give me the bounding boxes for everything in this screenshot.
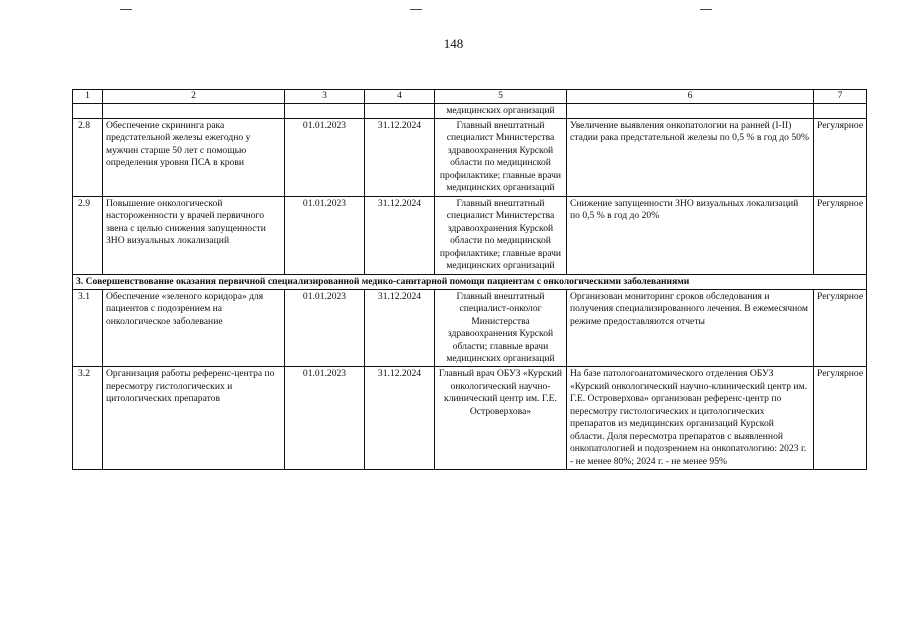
- type-cell: Регулярное: [814, 119, 867, 197]
- type-cell: Регулярное: [814, 196, 867, 274]
- measure-name: Обеспечение «зеленого коридора» для пациентов с подозрением на онкологическое заболевание: [103, 289, 285, 367]
- continuation-row: [73, 103, 867, 118]
- executor-cell: Главный внештатный специалист-онколог Министерства здравоохранения Курской области; главные врачи медицинских организаций: [435, 289, 567, 367]
- column-number-row: [73, 90, 867, 104]
- measure-name: Организация работы референс-центра по пересмотру гистологических и цитологических препаратов: [103, 367, 285, 470]
- result-cell: Снижение запущенности ЗНО визуальных локализаций по 0,5 % в год до 20%: [567, 196, 814, 274]
- row-number: 2.8: [73, 119, 103, 197]
- start-date: 01.01.2023: [285, 119, 365, 197]
- column-number: 1: [73, 90, 103, 104]
- row-number: 3.2: [73, 367, 103, 470]
- executor-cell: Главный врач ОБУЗ «Курский онкологический научно-клинический центр им. Г.Е. Островерхова»: [435, 367, 567, 470]
- row-number: 3.1: [73, 289, 103, 367]
- scan-mark: [120, 9, 132, 10]
- measure-name: Обеспечение скрининга рака предстательной железы ежегодно у мужчин старше 50 лет с помощью определения уровня ПСА в крови: [103, 119, 285, 197]
- result-cell: Организован мониторинг сроков обследования и получения специализированного лечения. В ежемесячном режиме предоставляются отчеты: [567, 289, 814, 367]
- executor-cell: медицинских организаций: [435, 103, 567, 118]
- executor-cell: Главный внештатный специалист Министерства здравоохранения Курской области по медицинской профилактике; главные врачи медицинских организаций: [435, 119, 567, 197]
- scan-mark: [410, 9, 422, 10]
- column-number: 5: [435, 90, 567, 104]
- column-number: 2: [103, 90, 285, 104]
- measure-name: Повышение онкологической настороженности у врачей первичного звена с целью снижения запущенности ЗНО визуальных локализаций: [103, 196, 285, 274]
- result-cell: Увеличение выявления онкопатологии на ранней (I-II) стадии рака предстательной железы по 0,5 % в год до 50%: [567, 119, 814, 197]
- end-date: 31.12.2024: [365, 289, 435, 367]
- start-date: 01.01.2023: [285, 196, 365, 274]
- start-date: 01.01.2023: [285, 289, 365, 367]
- end-date: 31.12.2024: [365, 119, 435, 197]
- column-number: 3: [285, 90, 365, 104]
- executor-cell: Главный внештатный специалист Министерства здравоохранения Курской области по медицинской профилактике; главные врачи медицинских организаций: [435, 196, 567, 274]
- end-date: 31.12.2024: [365, 367, 435, 470]
- table-row: [73, 119, 867, 197]
- type-cell: Регулярное: [814, 367, 867, 470]
- column-number: 7: [814, 90, 867, 104]
- end-date: 31.12.2024: [365, 196, 435, 274]
- scan-mark: [700, 9, 712, 10]
- type-cell: Регулярное: [814, 289, 867, 367]
- page-number: 148: [443, 36, 464, 51]
- section-row: [73, 274, 867, 289]
- table-row: [73, 289, 867, 367]
- table-row: [73, 367, 867, 470]
- column-number: 6: [567, 90, 814, 104]
- column-number: 4: [365, 90, 435, 104]
- row-number: 2.9: [73, 196, 103, 274]
- start-date: 01.01.2023: [285, 367, 365, 470]
- action-plan-table: [72, 89, 867, 470]
- result-cell: На базе патологоанатомического отделения ОБУЗ «Курский онкологический научно-клинический центр им. Г.Е. Островерхова» организован референс-центр по пересмотру гистологических и цитологических препаратов из медицинских организаций Курской области. Доля пересмотра препаратов с выявленной онкопатологией и подозрением на онкопатологию: 2023 г. - не менее 80%; 2024 г. - не менее 95%: [567, 367, 814, 470]
- section-heading: 3. Совершенствование оказания первичной специализированной медико-санитарной помощи пациентам с онкологическими заболеваниями: [73, 274, 867, 289]
- table-row: [73, 196, 867, 274]
